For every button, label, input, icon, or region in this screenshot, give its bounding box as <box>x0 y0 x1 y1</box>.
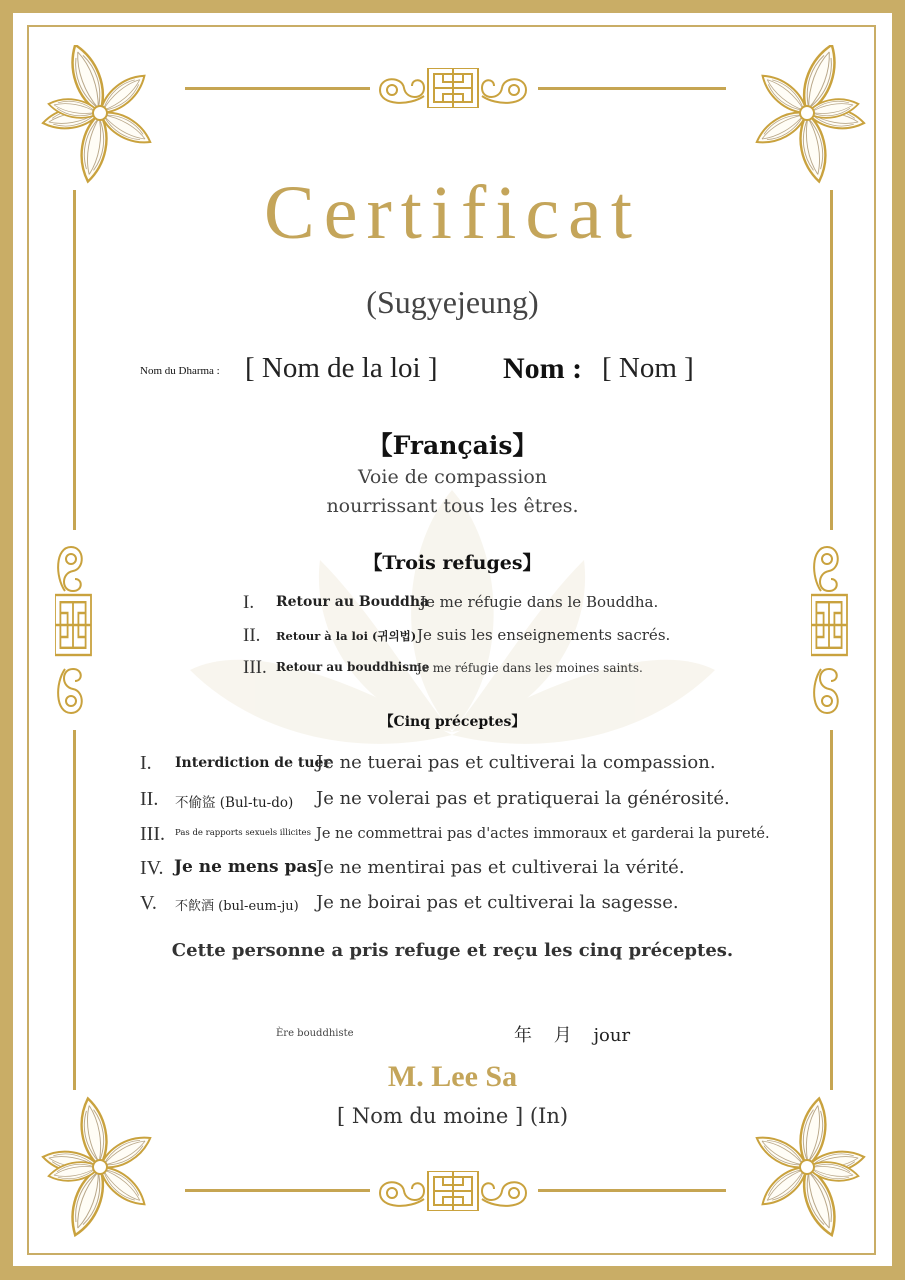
language-heading: 【Français】 <box>367 431 538 460</box>
closing-statement: Cette personne a pris refuge et reçu les cinq préceptes. <box>171 940 734 961</box>
dharma-name-label: Nom du Dharma : <box>140 365 220 377</box>
refuges-heading: 【Trois refuges】 <box>363 552 542 574</box>
dharma-name-value: [ Nom de la loi ] <box>245 352 438 384</box>
refuge-text: Je me réfugie dans le Bouddha. <box>420 593 659 611</box>
era-label: Ère bouddhiste <box>276 1028 354 1039</box>
precept-text: Je ne mentirai pas et cultiverai la vérité. <box>316 857 685 878</box>
endless-knot-icon <box>378 68 528 108</box>
frame-line-bottom-left <box>185 1189 370 1192</box>
frame-line-right-bottom <box>830 730 833 1090</box>
refuge-text: Je suis les enseignements sacrés. <box>417 626 671 644</box>
refuge-label: Retour à la loi (귀의법) <box>276 629 417 643</box>
refuge-text: Je me réfugie dans les moines saints. <box>417 661 643 675</box>
precept-number: V. <box>140 892 157 914</box>
precept-text: Je ne tuerai pas et cultiverai la compassion. <box>316 752 716 773</box>
motto-line-2: nourrissant tous les êtres. <box>326 495 579 517</box>
certificate-title: Certificat <box>264 171 641 255</box>
precept-label: Je ne mens pas <box>174 857 317 877</box>
name-label: Nom : <box>503 352 583 385</box>
frame-line-left-bottom <box>73 730 76 1090</box>
precept-label: Interdiction de tuer <box>175 755 331 771</box>
precept-label: Pas de rapports sexuels illicites <box>175 828 311 838</box>
endless-knot-icon <box>378 1171 528 1211</box>
precept-number: III. <box>140 823 165 845</box>
precept-text: Je ne commettrai pas d'actes immoraux et garderai la pureté. <box>316 826 770 842</box>
precept-text: Je ne volerai pas et pratiquerai la générosité. <box>316 788 730 809</box>
precepts-heading: 【Cinq préceptes】 <box>379 714 526 730</box>
monk-name: M. Lee Sa <box>387 1060 518 1093</box>
refuge-label: Retour au bouddhisme <box>276 660 430 674</box>
precept-number: II. <box>140 788 159 810</box>
certificate-subtitle: (Sugyejeung) <box>366 284 539 320</box>
precept-number: I. <box>140 752 152 774</box>
precept-label: 不飮酒 (bul-eum-ju) <box>175 899 299 914</box>
names-row <box>0 352 905 392</box>
frame-line-top-right <box>538 87 726 90</box>
refuge-label: Retour au Bouddha <box>276 594 430 610</box>
precept-number: IV. <box>140 857 164 879</box>
frame-line-top-left <box>185 87 370 90</box>
precept-text: Je ne boirai pas et cultiverai la sagesse. <box>316 892 679 913</box>
frame-line-bottom-right <box>538 1189 726 1192</box>
name-value: [ Nom ] <box>602 352 694 384</box>
monk-seal-line: [ Nom du moine ] (In) <box>336 1104 569 1128</box>
precept-label: 不偷盜 (Bul-tu-do) <box>175 795 294 811</box>
refuge-number: II. <box>243 625 261 646</box>
refuge-number: I. <box>243 592 255 613</box>
motto-line-1: Voie de compassion <box>357 466 548 488</box>
refuge-number: III. <box>243 657 267 678</box>
date-line: 年 月 jour <box>514 1025 631 1046</box>
